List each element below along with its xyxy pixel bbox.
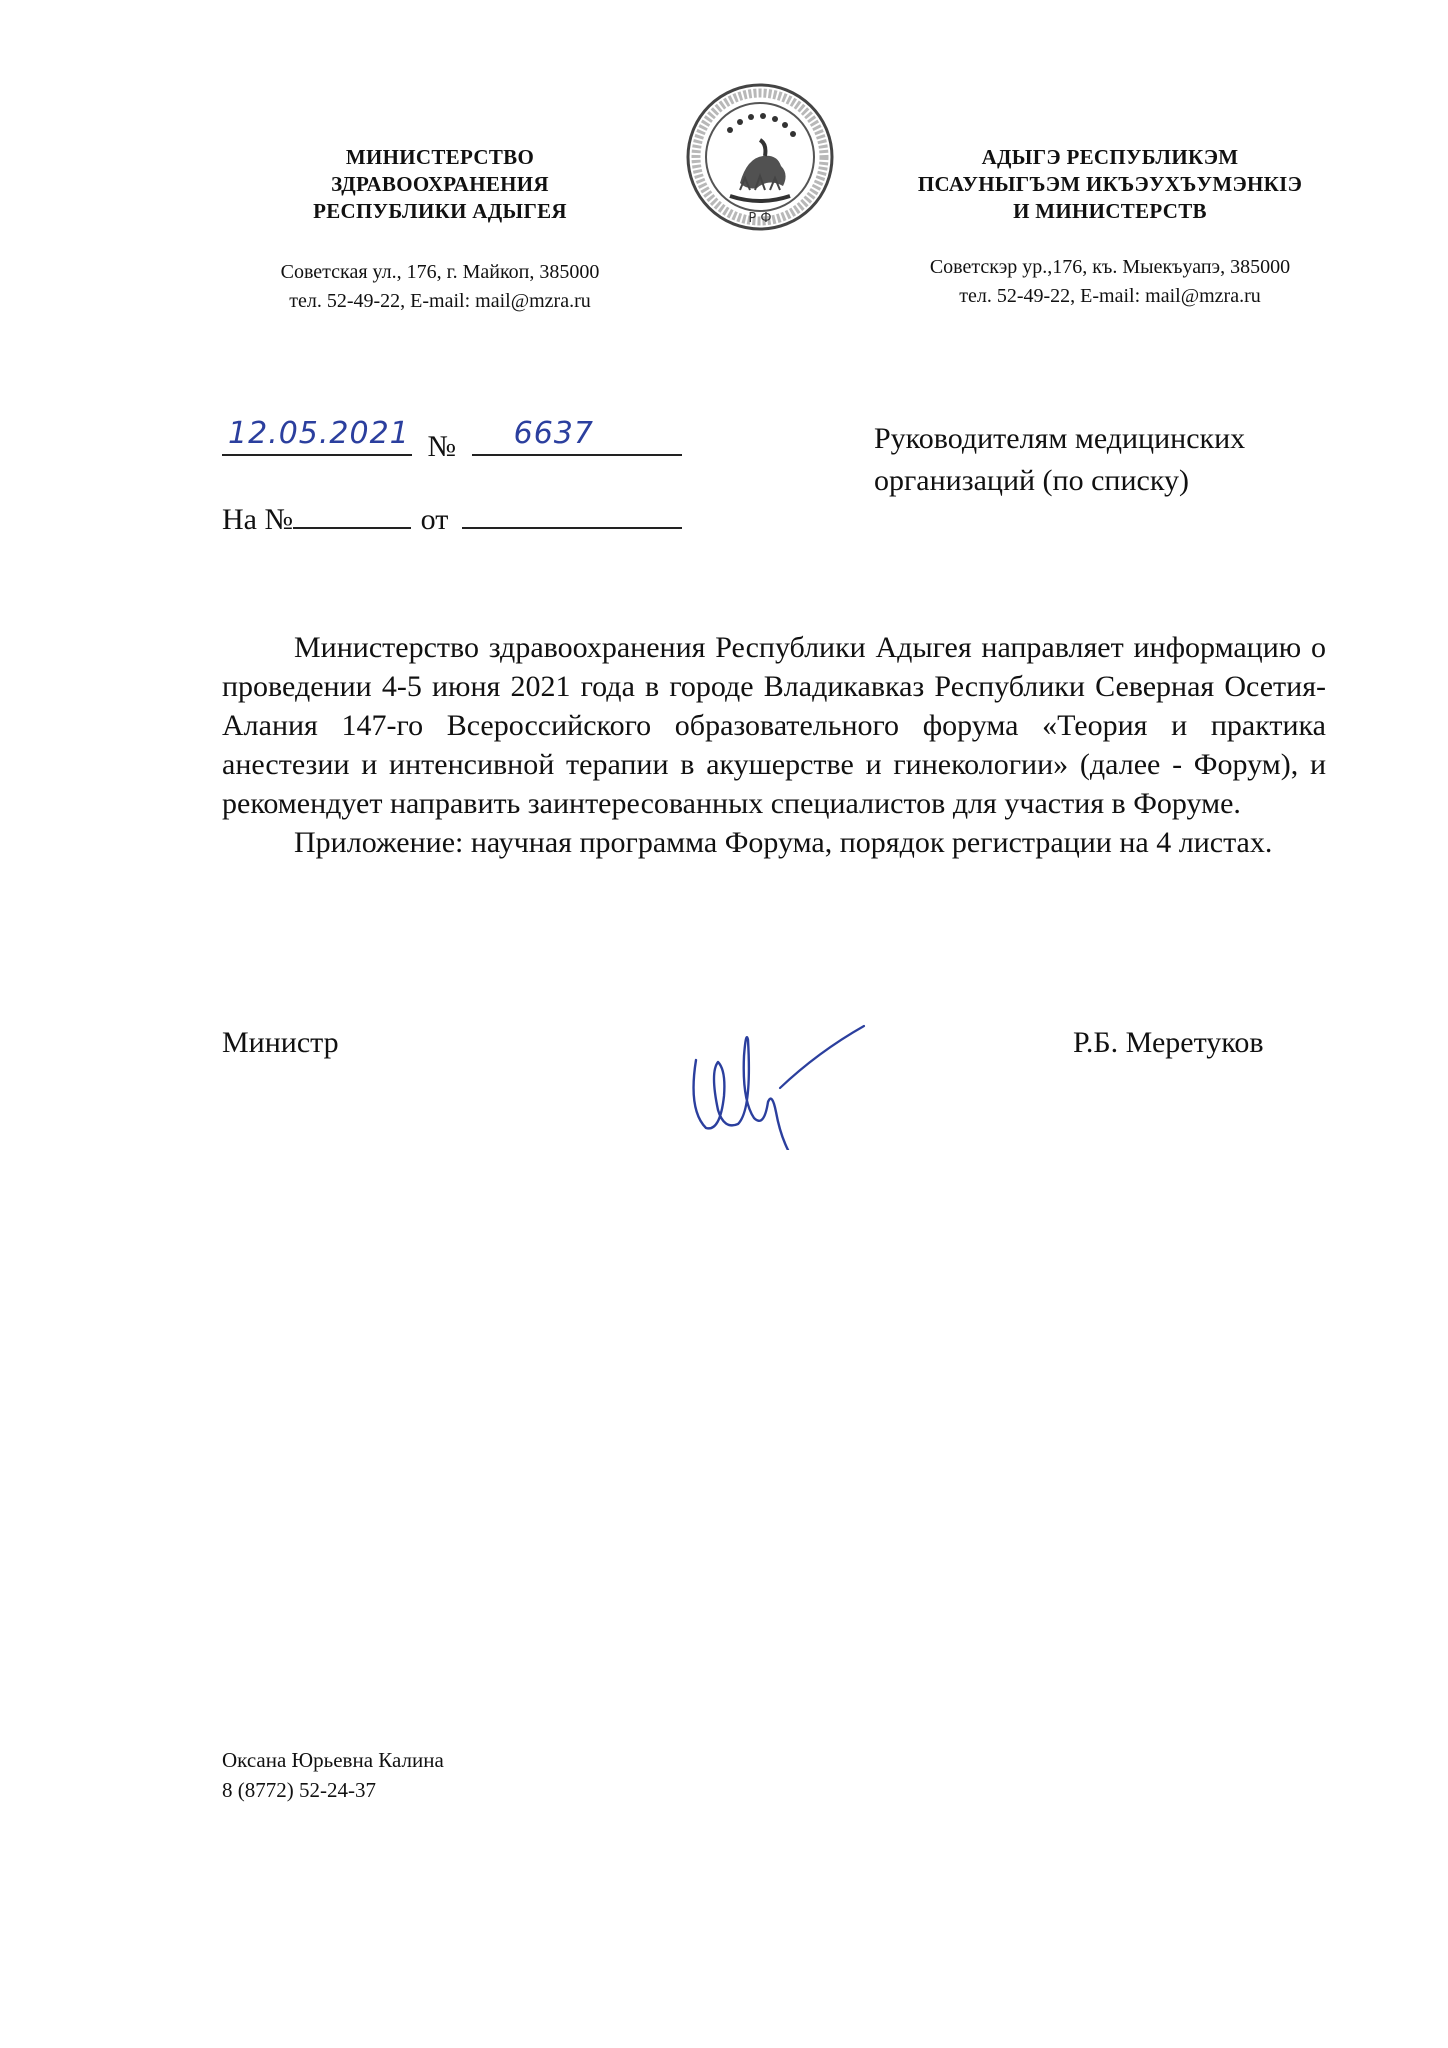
ministry-name-adyghe — [870, 144, 1350, 225]
ministry-name-adyghe-line-3: И МИНИСТЕРСТВ — [1013, 199, 1207, 223]
signer-title: Министр — [222, 1026, 339, 1059]
handwritten-date: 12.05.2021 — [228, 416, 410, 451]
svg-text:Р Ф: Р Ф — [748, 211, 772, 226]
executor-name: Оксана Юрьевна Калина — [222, 1748, 444, 1772]
address-line: Советская ул., 176, г. Майкоп, 385000 — [280, 261, 600, 283]
signer-name: Р.Б. Меретуков — [1073, 1026, 1264, 1059]
reply-number-field — [293, 497, 411, 529]
reply-date-field — [462, 497, 682, 529]
body-paragraph-2: Приложение: научная программа Форума, порядок регистрации на 4 листах. — [294, 826, 1273, 859]
handwritten-number: 6637 — [513, 416, 594, 451]
contacts-line-adyghe: тел. 52-49-22, E-mail: mail@mzra.ru — [959, 285, 1261, 307]
body-paragraph-1: Министерство здравоохранения Республики Адыгея направляет информацию о проведении 4-5 июня 2021 года в городе Владикавказ Республики Северная Осетия-Алания 147-го Всероссийского образовательного форума «Теория и практика анестезии и интенсивной терапии в акушерстве и гинекологии» (далее - Форум), и рекомендует направить заинтересованных специалистов для участия в Форуме. — [222, 631, 1326, 820]
ministry-name-line-1: МИНИСТЕРСТВО — [345, 145, 535, 169]
handwritten-signature — [668, 1000, 888, 1150]
ministry-name-line-3: РЕСПУБЛИКИ АДЫГЕЯ — [313, 199, 567, 223]
date-field — [222, 416, 412, 456]
number-field — [472, 416, 682, 456]
reply-number-label: На № — [222, 503, 294, 536]
ministry-name-adyghe-line-2: ПСАУНЫГЪЭМ ИКЪЭУХЪУМЭНКӀЭ — [917, 172, 1303, 196]
addressee-line-2: организаций (по списку) — [874, 464, 1189, 497]
ministry-name-russian — [230, 144, 650, 225]
addressee-block — [874, 418, 1334, 502]
executor-block — [222, 1745, 444, 1805]
executor-phone: 8 (8772) 52-24-37 — [222, 1778, 376, 1802]
contacts-line: тел. 52-49-22, E-mail: mail@mzra.ru — [289, 290, 591, 312]
addressee-line-1: Руководителям медицинских — [874, 422, 1246, 455]
number-sign: № — [427, 430, 457, 463]
ministry-name-line-2: ЗДРАВООХРАНЕНИЯ — [331, 172, 549, 196]
coat-of-arms-emblem — [685, 78, 835, 236]
letter-body — [222, 628, 1326, 862]
address-line-adyghe: Советскэр ур.,176, къ. Мыекъуапэ, 385000 — [929, 256, 1291, 278]
outgoing-registration — [222, 416, 682, 465]
ministry-name-adyghe-line-1: АДЫГЭ РЕСПУБЛИКЭМ — [981, 145, 1239, 169]
ministry-address-adyghe — [870, 253, 1350, 311]
reply-reference — [222, 497, 682, 538]
ministry-address-russian — [230, 258, 650, 316]
reply-from-label: от — [420, 503, 449, 536]
